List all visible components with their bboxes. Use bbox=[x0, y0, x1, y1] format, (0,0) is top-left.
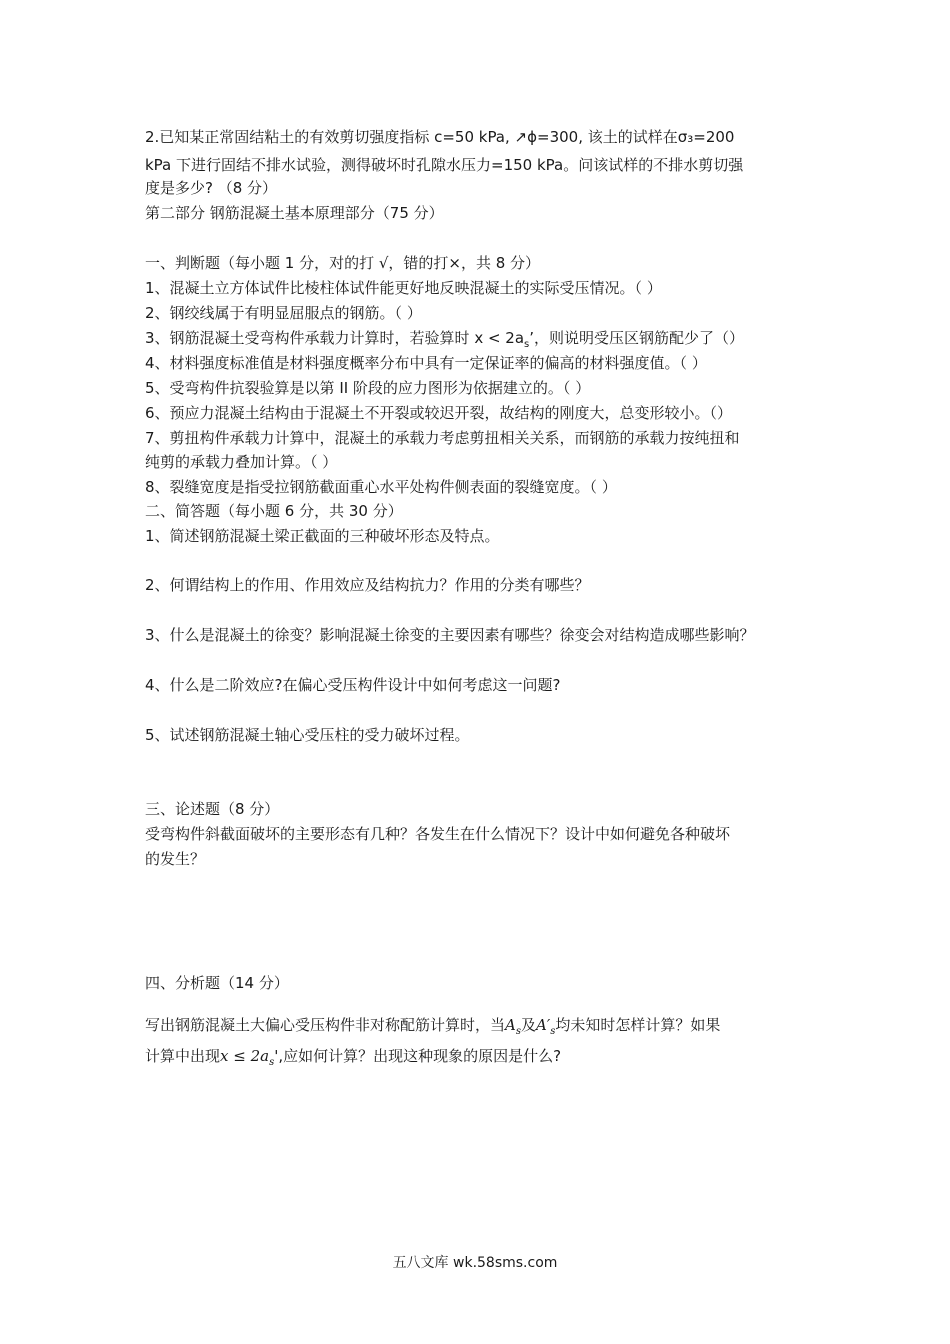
judge-item-7-cont: 纯剪的承载力叠加计算。（ ） bbox=[145, 453, 338, 471]
judge-item-4: 4、材料强度标准值是材料强度概率分布中具有一定保证率的偏高的材料强度值。（ ） bbox=[145, 354, 707, 372]
q2-line-2: kPa 下进行固结不排水试验，测得破坏时孔隙水压力=150 kPa。问该试样的不排水剪切强 bbox=[145, 156, 744, 174]
analysis-line-2-b: ',应如何计算？出现这种现象的原因是什么? bbox=[274, 1047, 562, 1065]
symbol-as-prime: A′ bbox=[536, 1016, 551, 1034]
analysis-line-2 bbox=[145, 1046, 825, 1069]
analysis-line-1 bbox=[145, 1015, 825, 1038]
judge-item-2: 2、钢绞线属于有明显屈服点的钢筋。（ ） bbox=[145, 304, 422, 322]
symbol-as: A bbox=[505, 1016, 516, 1034]
short-heading: 二、简答题（每小题 6 分，共 30 分） bbox=[145, 502, 403, 520]
judge-item-3-tail: ’，则说明受压区钢筋配少了（） bbox=[529, 329, 745, 347]
short-item-3: 3、什么是混凝土的徐变？影响混凝土徐变的主要因素有哪些？徐变会对结构造成哪些影响？ bbox=[145, 626, 755, 644]
essay-line-2: 的发生？ bbox=[145, 850, 206, 868]
judge-item-1: 1、混凝土立方体试件比棱柱体试件能更好地反映混凝土的实际受压情况。（ ） bbox=[145, 279, 662, 297]
analysis-heading: 四、分析题（14 分） bbox=[145, 974, 289, 992]
judge-item-5: 5、受弯构件抗裂验算是以第 II 阶段的应力图形为依据建立的。（ ） bbox=[145, 379, 591, 397]
short-item-5: 5、试述钢筋混凝土轴心受压柱的受力破坏过程。 bbox=[145, 726, 470, 744]
judge-item-3 bbox=[145, 328, 825, 351]
judge-item-7: 7、剪扭构件承载力计算中，混凝土的承载力考虑剪扭相关关系，而钢筋的承载力按纯扭和 bbox=[145, 429, 740, 447]
analysis-line-1-a: 写出钢筋混凝土大偏心受压构件非对称配筋计算时，当 bbox=[145, 1016, 506, 1034]
essay-line-1: 受弯构件斜截面破坏的主要形态有几种？各发生在什么情况下？设计中如何避免各种破坏 bbox=[145, 825, 731, 843]
condition-math: x ≤ 2a bbox=[220, 1047, 270, 1065]
short-item-4: 4、什么是二阶效应?在偏心受压构件设计中如何考虑这一问题? bbox=[145, 676, 561, 694]
judge-heading: 一、判断题（每小题 1 分，对的打 √，错的打×，共 8 分） bbox=[145, 254, 541, 272]
analysis-line-1-c: 均未知时怎样计算？如果 bbox=[555, 1016, 721, 1034]
short-item-1: 1、简述钢筋混凝土梁正截面的三种破坏形态及特点。 bbox=[145, 527, 500, 545]
footer-watermark: 五八文库 wk.58sms.com bbox=[392, 1255, 558, 1271]
essay-heading: 三、论述题（8 分） bbox=[145, 800, 280, 818]
symbol-as-sub: s bbox=[515, 1026, 521, 1037]
short-item-2: 2、何谓结构上的作用、作用效应及结构抗力？作用的分类有哪些？ bbox=[145, 576, 590, 594]
part-two-heading: 第二部分 钢筋混凝土基本原理部分（75 分） bbox=[145, 204, 444, 222]
judge-item-8: 8、裂缝宽度是指受拉钢筋截面重心水平处构件侧表面的裂缝宽度。（ ） bbox=[145, 478, 617, 496]
symbol-as-prime-sub: s bbox=[550, 1026, 556, 1037]
judge-item-6: 6、预应力混凝土结构由于混凝土不开裂或较迟开裂，故结构的刚度大，总变形较小。（） bbox=[145, 404, 733, 422]
condition-math-sub: s bbox=[269, 1057, 275, 1068]
analysis-line-1-b: 及 bbox=[521, 1016, 537, 1034]
subscript-s: s bbox=[524, 339, 530, 350]
judge-item-3-text: 3、钢筋混凝土受弯构件承载力计算时，若验算时 x < 2a bbox=[145, 329, 525, 347]
q2-line-3: 度是多少? （8 分） bbox=[145, 179, 278, 197]
q2-line-1: 2.已知某正常固结粘土的有效剪切强度指标 c=50 kPa, ↗ϕ=300, 该土的试样在σ₃=200 bbox=[145, 128, 735, 146]
analysis-line-2-a: 计算中出现 bbox=[145, 1047, 221, 1065]
